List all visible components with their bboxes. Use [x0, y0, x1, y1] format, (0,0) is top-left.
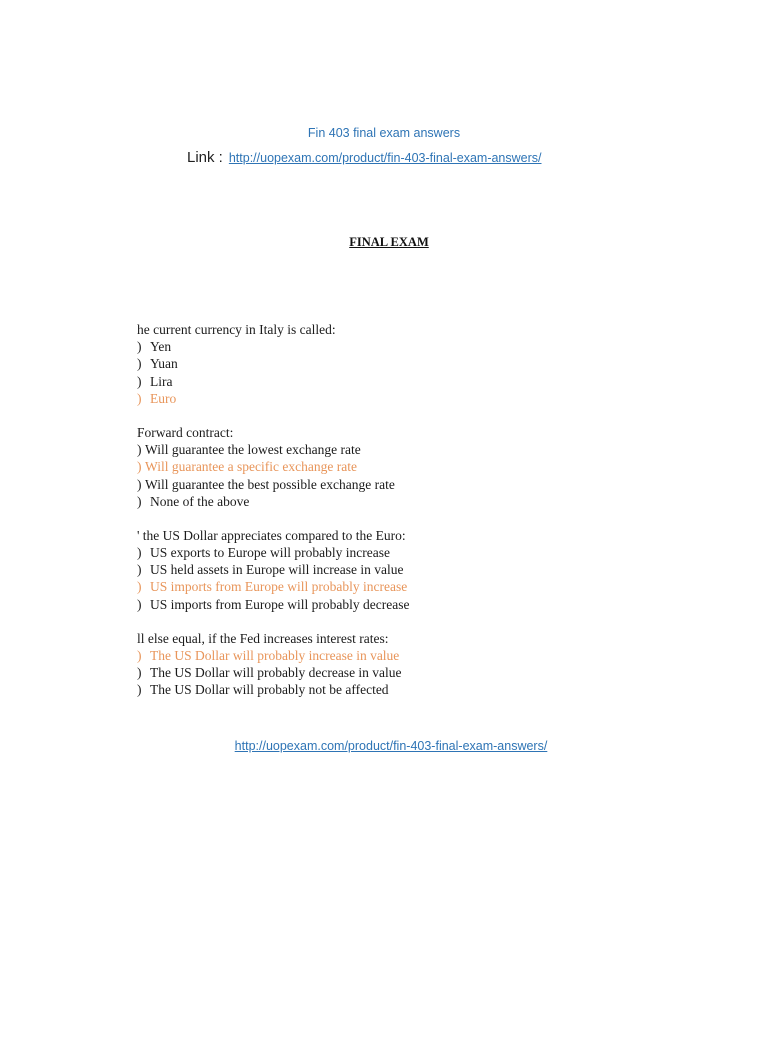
answer-option — [137, 441, 737, 458]
footer-link[interactable]: http://uopexam.com/product/fin-403-final-exam-answers/ — [234, 739, 548, 753]
question-block — [137, 630, 737, 699]
option-marker: ) — [137, 390, 142, 406]
option-marker: ) — [137, 545, 142, 561]
answer-option — [137, 561, 737, 578]
option-marker: ) — [137, 356, 142, 372]
answer-option-correct — [137, 458, 737, 475]
option-marker: ) — [137, 682, 142, 698]
link-row — [187, 149, 542, 167]
answer-option — [137, 544, 737, 561]
option-text: Yuan — [150, 356, 178, 372]
option-text: Will guarantee the lowest exchange rate — [145, 442, 361, 458]
option-marker: ) — [137, 459, 142, 475]
answer-option — [137, 355, 737, 372]
option-text: Lira — [150, 373, 173, 389]
option-text: US exports to Europe will probably increase — [150, 545, 390, 561]
option-text: The US Dollar will probably increase in value — [150, 648, 400, 663]
option-text: The US Dollar will probably decrease in value — [150, 665, 402, 681]
answer-option — [137, 338, 737, 355]
answer-option — [137, 476, 737, 493]
product-link[interactable]: http://uopexam.com/product/fin-403-final-exam-answers/ — [228, 151, 542, 165]
option-text: Will guarantee a specific exchange rate — [145, 459, 357, 475]
answer-option-correct — [137, 578, 737, 595]
question-list — [137, 321, 737, 716]
answer-option-correct — [137, 647, 737, 664]
title-link[interactable]: Fin 403 final exam answers — [307, 126, 461, 140]
question-text: he current currency in Italy is called: — [137, 322, 336, 337]
question-text: ' the US Dollar appreciates compared to the Euro: — [137, 527, 406, 543]
option-marker: ) — [137, 442, 142, 458]
option-marker: ) — [137, 596, 142, 612]
option-text: Will guarantee the best possible exchange rate — [145, 476, 395, 492]
option-marker: ) — [137, 648, 142, 663]
question-text: Forward contract: — [137, 424, 234, 440]
page-heading: FINAL EXAM — [349, 235, 429, 249]
option-text: None of the above — [150, 493, 250, 509]
answer-option — [137, 664, 737, 681]
option-text: Yen — [150, 339, 172, 355]
link-label: Link : — [187, 149, 223, 166]
question-block — [137, 424, 737, 510]
option-text: The US Dollar will probably not be affected — [150, 682, 389, 698]
answer-option — [137, 681, 737, 698]
option-marker: ) — [137, 665, 142, 681]
question-block — [137, 527, 737, 613]
option-marker: ) — [137, 373, 142, 389]
option-text: Euro — [150, 390, 177, 406]
option-marker: ) — [137, 476, 142, 492]
option-marker: ) — [137, 493, 142, 509]
answer-option — [137, 493, 737, 510]
question-block — [137, 321, 737, 407]
answer-option — [137, 596, 737, 613]
question-text: ll else equal, if the Fed increases interest rates: — [137, 630, 389, 646]
option-text: US held assets in Europe will increase in value — [150, 562, 404, 578]
option-text: US imports from Europe will probably decrease — [150, 596, 410, 612]
option-marker: ) — [137, 339, 142, 355]
option-marker: ) — [137, 562, 142, 578]
option-marker: ) — [137, 579, 142, 595]
answer-option — [137, 373, 737, 390]
option-text: US imports from Europe will probably increase — [150, 579, 408, 595]
answer-option-correct — [137, 390, 737, 407]
